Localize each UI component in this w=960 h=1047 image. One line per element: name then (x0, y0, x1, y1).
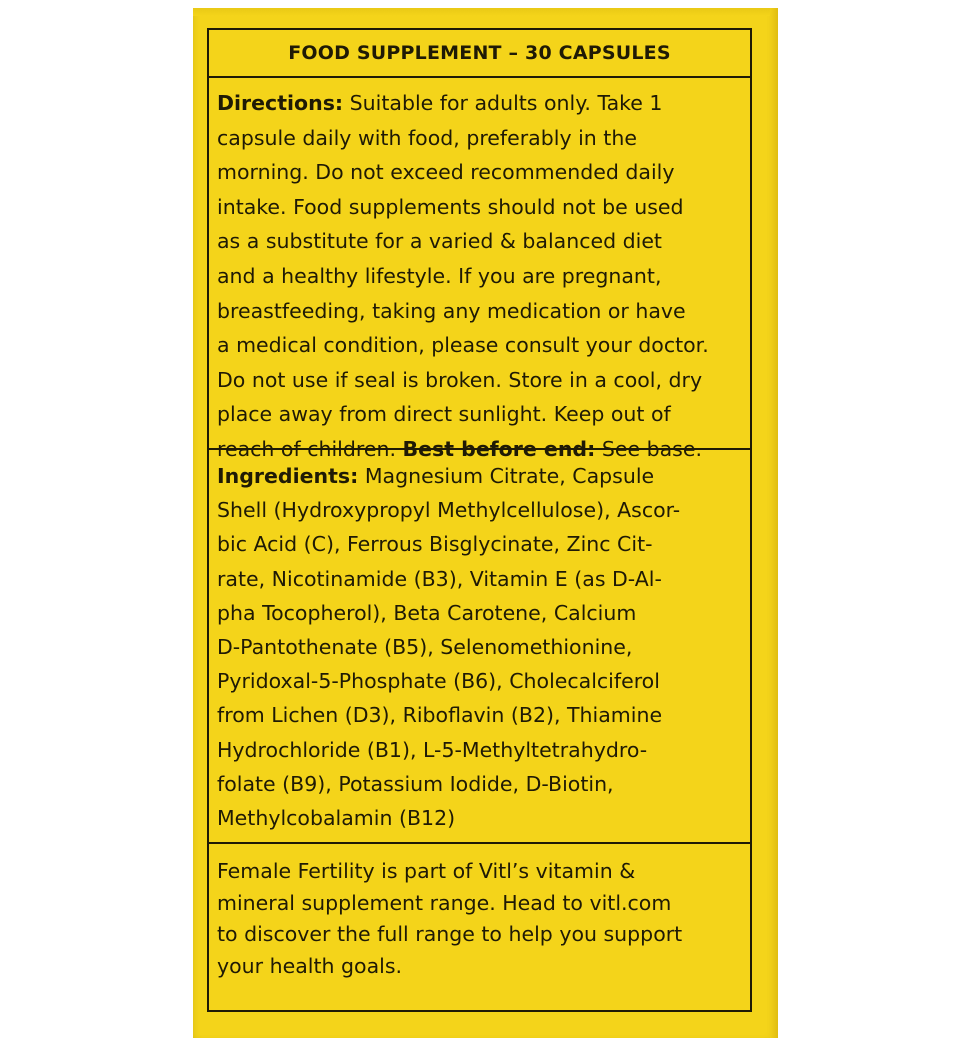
directions-line: morning. Do not exceed recommended daily (217, 160, 675, 185)
ingredients-line: folate (B9), Potassium Iodide, D-Biotin, (217, 771, 614, 796)
directions-section (209, 78, 750, 461)
ingredients-text (217, 459, 742, 835)
best-before-value: See base. (601, 436, 702, 461)
directions-line: a medical condition, please consult your doctor. (217, 333, 709, 358)
ingredients-line: D-Pantothenate (B5), Selenomethionine, (217, 635, 633, 660)
directions-line: breastfeeding, taking any medication or have (217, 298, 686, 323)
directions-line: reach of children. Best before end: See base. (217, 436, 702, 461)
directions-heading: Directions: (217, 91, 344, 115)
ingredients-line: Ingredients: Magnesium Citrate, Capsule (217, 464, 655, 488)
about-line: mineral supplement range. Head to vitl.com (217, 890, 672, 915)
about-line: Female Fertility is part of Vitl’s vitamin & (217, 859, 636, 883)
directions-line: and a healthy lifestyle. If you are pregnant, (217, 263, 662, 288)
about-text (217, 856, 742, 982)
directions-line: Do not use if seal is broken. Store in a cool, dry (217, 367, 703, 392)
directions-line: capsule daily with food, preferably in the (217, 125, 637, 150)
directions-text (217, 86, 742, 467)
ingredients-line: Hydrochloride (B1), L-5-Methyltetrahydro- (217, 737, 648, 762)
supplement-box (193, 8, 778, 1038)
ingredients-line: rate, Nicotinamide (B3), Vitamin E (as D-Al- (217, 566, 662, 591)
ingredients-line: Shell (Hydroxypropyl Methylcellulose), Ascor- (217, 498, 681, 523)
best-before-label: Best before end: (402, 436, 596, 461)
about-line: to discover the full range to help you support (217, 922, 683, 946)
ingredients-section (209, 450, 750, 844)
box-top-edge (193, 8, 778, 16)
directions-line: as a substitute for a varied & balanced diet (217, 229, 662, 254)
ingredients-line: Pyridoxal-5-Phosphate (B6), Cholecalciferol (217, 669, 660, 694)
ingredients-line: Methylcobalamin (B12) (217, 806, 456, 831)
ingredients-line: pha Tocopherol), Beta Carotene, Calcium (217, 600, 637, 625)
ingredients-heading: Ingredients: (217, 464, 359, 488)
ingredients-line: bic Acid (C), Ferrous Bisglycinate, Zinc Cit- (217, 532, 653, 557)
label-panel (207, 28, 752, 1012)
directions-line: place away from direct sunlight. Keep out of (217, 402, 671, 427)
ingredients-line: from Lichen (D3), Riboflavin (B2), Thiamine (217, 703, 663, 728)
about-section (209, 844, 750, 982)
panel-title-text: FOOD SUPPLEMENT – 30 CAPSULES (288, 42, 671, 64)
directions-line: intake. Food supplements should not be used (217, 194, 684, 219)
directions-line: Directions: Suitable for adults only. Take 1 (217, 91, 663, 115)
box-side-edge (770, 8, 778, 1038)
about-line: your health goals. (217, 953, 403, 978)
panel-title (209, 30, 750, 78)
